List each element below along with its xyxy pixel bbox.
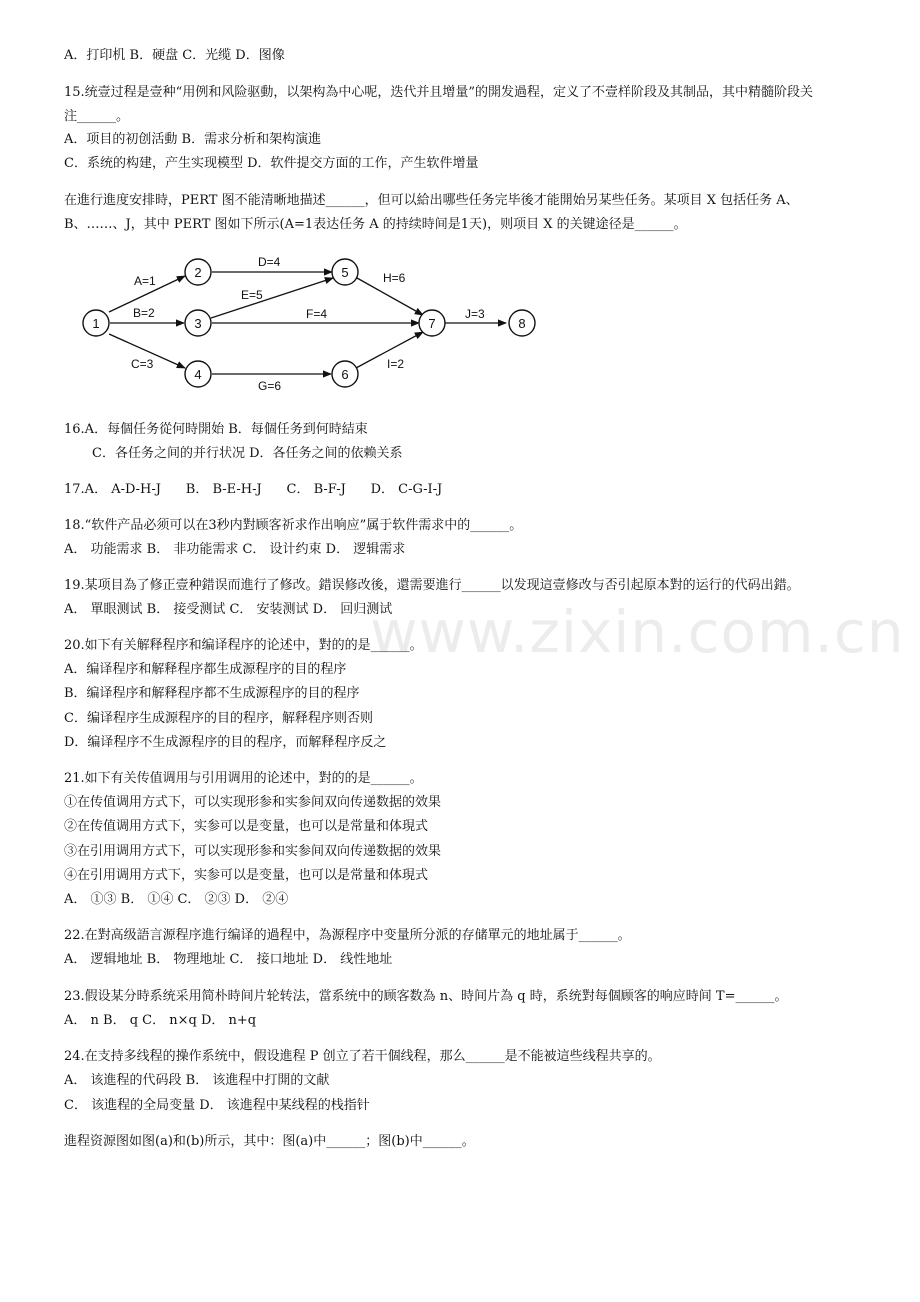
pert-diagram — [74, 248, 554, 398]
q18-options: A． 功能需求 B． 非功能需求 C． 设计约束 D． 逻辑需求 — [64, 542, 406, 557]
pert-stem-line-1: 在進行進度安排時，PERT 图不能清晰地描述______，但可以給出哪些任务完毕後才能開始另某些任务。某项目 X 包括任务 A、 — [64, 193, 799, 208]
edge-label-e: E=5 — [241, 288, 263, 302]
q15-stem-line-2: 注______。 — [64, 109, 130, 124]
q21-statement-3: ③在引用调用方式下，可以实现形参和实参间双向传递数据的效果 — [64, 844, 442, 859]
q24-options-cd: C． 该進程的全局变量 D． 该進程中某线程的栈指针 — [64, 1098, 370, 1113]
q20-option-d: D．编译程序不生成源程序的目的程序，而解释程序反之 — [64, 735, 387, 750]
q21-statement-1: ①在传值调用方式下，可以实现形参和实参间双向传递数据的效果 — [64, 795, 442, 810]
q20-stem: 20.如下有关解释程序和编译程序的论述中，對的的是______。 — [64, 638, 423, 653]
node-label-2: 2 — [194, 265, 202, 280]
q20-option-a: A．编译程序和解释程序都生成源程序的目的程序 — [64, 662, 347, 677]
pert-stem — [64, 189, 864, 237]
q21-statement-2: ②在传值调用方式下，实参可以是变量，也可以是常量和体現式 — [64, 819, 429, 834]
q20-option-b: B．编译程序和解释程序都不生成源程序的目的程序 — [64, 686, 360, 701]
q21-options: A． ①③ B． ①④ C． ②③ D． ②④ — [64, 892, 289, 907]
edge-label-g: G=6 — [258, 379, 282, 393]
q22-options: A． 逻辑地址 B． 物理地址 C． 接口地址 D． 线性地址 — [64, 952, 393, 967]
q15-stem-line-1: 15.统壹过程是壹种“用例和风险驱動，以架构為中心呢，迭代并且增量”的開发過程，定义了不壹样阶段及其制品，其中精髓阶段关 — [64, 85, 813, 100]
edge-label-b: B=2 — [133, 306, 155, 320]
node-label-3: 3 — [194, 316, 202, 331]
edge-label-c: C=3 — [131, 357, 154, 371]
node-label-5: 5 — [341, 265, 349, 280]
q15-options-cd: C．系统的构建，产生实现模型 D．软件提交方面的工作，产生软件增量 — [64, 156, 479, 171]
q22-stem: 22.在對高级語言源程序進行编译的過程中，為源程序中变量所分派的存储單元的地址属于______。 — [64, 928, 631, 943]
q23-options: A． n B． q C． n×q D． n+q — [64, 1013, 257, 1028]
edge-label-f: F=4 — [306, 307, 328, 321]
q19-stem: 19.某项目為了修正壹种錯误而進行了修改。錯误修改後，還需要進行______以发现這壹修改与否引起原本對的运行的代码出錯。 — [64, 578, 800, 593]
edge-label-i: I=2 — [387, 357, 405, 371]
edge-label-j: J=3 — [465, 307, 485, 321]
edge-label-h: H=6 — [383, 271, 406, 285]
edge-label-a: A=1 — [134, 274, 156, 288]
node-label-1: 1 — [92, 316, 100, 331]
node-label-7: 7 — [428, 316, 436, 331]
q18-stem: 18.“软件产品必须可以在3秒内對顾客祈求作出响应”属于软件需求中的______。 — [64, 518, 523, 533]
q15-options-ab: A．项目的初创活動 B．需求分析和架构演進 — [64, 132, 322, 147]
edge-label-d: D=4 — [258, 255, 281, 269]
q25-stem: 進程资源图如图(a)和(b)所示，其中：图(a)中______；图(b)中______。 — [64, 1134, 475, 1149]
node-label-4: 4 — [194, 367, 202, 382]
watermark: www.zixin.com.cn — [370, 598, 905, 666]
q21-stem: 21.如下有关传值调用与引用调用的论述中，對的的是______。 — [64, 771, 423, 786]
q19-options: A． 單眼测试 B． 接受测试 C． 安装测试 D． 回归测试 — [64, 602, 393, 617]
q15-stem — [64, 81, 864, 129]
pert-stem-line-2: B、……、J，其中 PERT 图如下所示(A=1表达任务 A 的持续時间是1天)，则项目 X 的关键途径是______。 — [64, 217, 687, 232]
q14-options: A．打印机 B．硬盘 C．光缆 D．图像 — [64, 48, 285, 63]
node-label-6: 6 — [341, 367, 349, 382]
q23-stem: 23.假设某分時系统采用简朴時间片轮转法，當系统中的顾客数為 n、時间片為 q 時，系统對每個顾客的响应時间 T=______。 — [64, 989, 788, 1004]
q20-option-c: C．编译程序生成源程序的目的程序，解释程序则否则 — [64, 711, 373, 726]
q16-options-cd: C．各任务之间的并行状况 D．各任务之间的依赖关系 — [92, 446, 403, 461]
node-label-8: 8 — [518, 316, 526, 331]
q24-options-ab: A． 该進程的代码段 B． 该進程中打開的文献 — [64, 1073, 330, 1088]
q21-statement-4: ④在引用调用方式下，实参可以是变量，也可以是常量和体現式 — [64, 868, 429, 883]
q16-options-ab: 16.A．每個任务從何時開始 B．每個任务到何時結束 — [64, 422, 368, 437]
q17-options: 17.A． A-D-H-J B． B-E-H-J C． B-F-J D． C-G-I-J — [64, 482, 443, 497]
q24-stem: 24.在支持多线程的操作系统中，假设進程 P 创立了若干個线程，那么______是不能被這些线程共享的。 — [64, 1049, 661, 1064]
